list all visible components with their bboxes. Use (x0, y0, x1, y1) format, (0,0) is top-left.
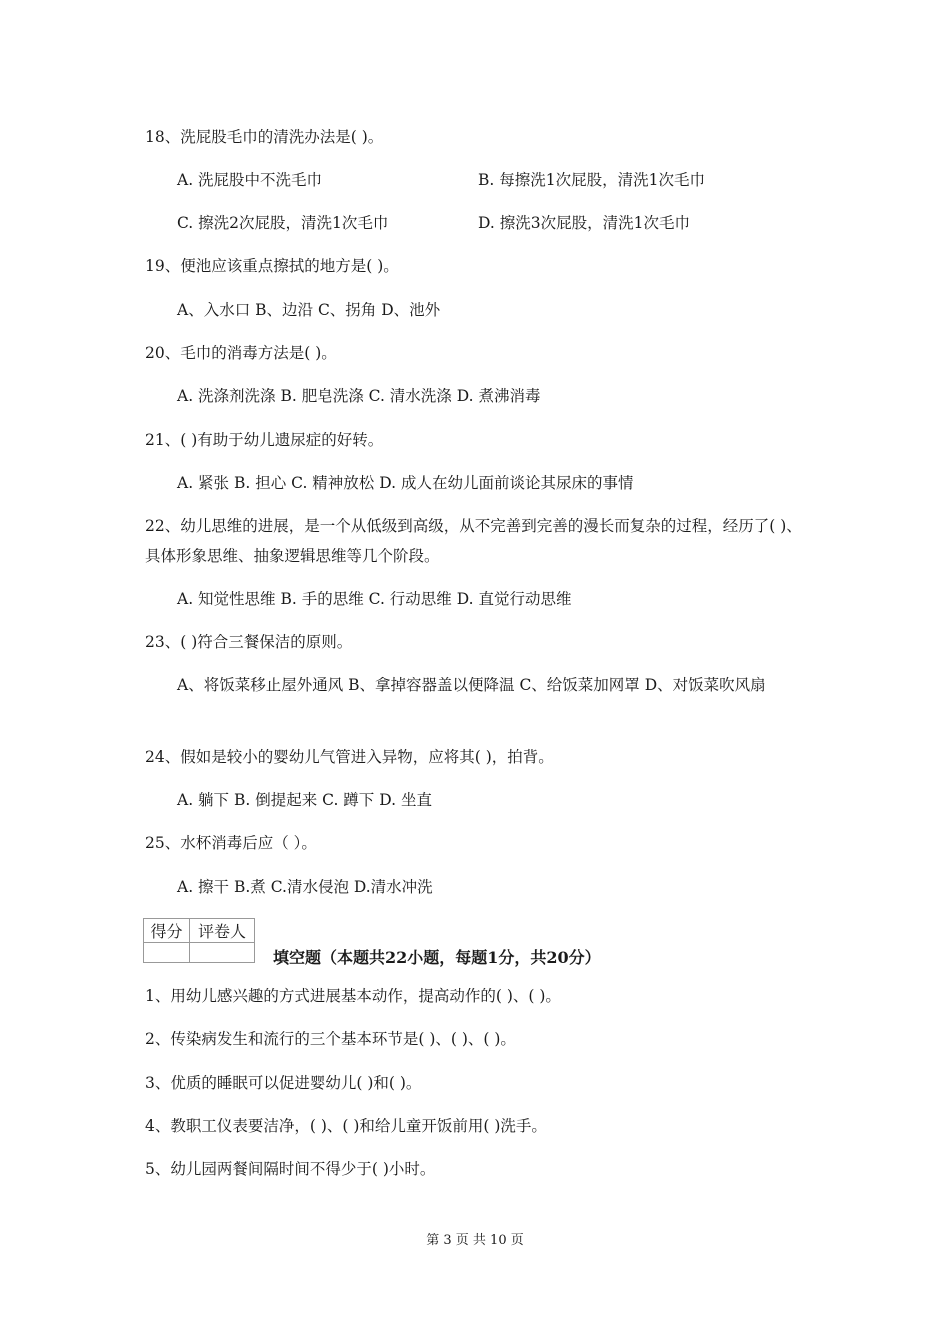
question-21: 21、( )有助于幼儿遗尿症的好转。 (145, 431, 384, 449)
score-table (143, 918, 255, 963)
fill-blank-1: 1、用幼儿感兴趣的方式进展基本动作，提高动作的( )、( )。 (145, 987, 561, 1005)
question-19: 19、便池应该重点擦拭的地方是( )。 (145, 257, 399, 275)
options-19: A、入水口 B、边沿 C、拐角 D、池外 (177, 301, 441, 319)
option-18d: D. 擦洗3次屁股，清洗1次毛巾 (478, 214, 690, 232)
question-24: 24、假如是较小的婴幼儿气管进入异物，应将其( )，拍背。 (145, 748, 554, 766)
options-21: A. 紧张 B. 担心 C. 精神放松 D. 成人在幼儿面前谈论其尿床的事情 (177, 474, 634, 492)
fill-blank-3: 3、优质的睡眠可以促进婴幼儿( )和( )。 (145, 1074, 422, 1092)
fill-blank-4: 4、教职工仪表要洁净，( )、( )和给儿童开饭前用( )洗手。 (145, 1117, 547, 1135)
question-25: 25、水杯消毒后应（ ）。 (145, 834, 317, 852)
page-footer: 第 3 页 共 10 页 (426, 1233, 524, 1248)
options-23: A、将饭菜移止屋外通风 B、拿掉容器盖以便降温 C、给饭菜加网罩 D、对饭菜吹风扇 (177, 676, 766, 694)
grader-label: 评卷人 (190, 919, 255, 943)
score-cell[interactable] (144, 943, 190, 963)
section-title: 填空题（本题共22小题，每题1分，共20分） (273, 948, 601, 967)
option-18b: B. 每擦洗1次屁股，清洗1次毛巾 (478, 171, 705, 189)
question-18: 18、洗屁股毛巾的清洗办法是( )。 (145, 128, 384, 146)
option-18a: A. 洗屁股中不洗毛巾 (177, 171, 323, 189)
fill-blank-5: 5、幼儿园两餐间隔时间不得少于( )小时。 (145, 1160, 436, 1178)
options-25: A. 擦干 B.煮 C.清水侵泡 D.清水冲洗 (177, 878, 433, 896)
fill-blank-2: 2、传染病发生和流行的三个基本环节是( )、( )、( )。 (145, 1030, 516, 1048)
grader-cell[interactable] (190, 943, 255, 963)
question-20: 20、毛巾的消毒方法是( )。 (145, 344, 337, 362)
options-20: A. 洗涤剂洗涤 B. 肥皂洗涤 C. 清水洗涤 D. 煮沸消毒 (177, 387, 541, 405)
score-label: 得分 (144, 919, 190, 943)
options-24: A. 躺下 B. 倒提起来 C. 蹲下 D. 坐直 (177, 791, 432, 809)
question-22: 22、幼儿思维的进展，是一个从低级到高级，从不完善到完善的漫长而复杂的过程，经历了( )、具体形象思维、抽象逻辑思维等几个阶段。 (145, 517, 802, 565)
options-22: A. 知觉性思维 B. 手的思维 C. 行动思维 D. 直觉行动思维 (177, 590, 572, 608)
question-23: 23、( )符合三餐保洁的原则。 (145, 633, 353, 651)
option-18c: C. 擦洗2次屁股，清洗1次毛巾 (177, 214, 389, 232)
